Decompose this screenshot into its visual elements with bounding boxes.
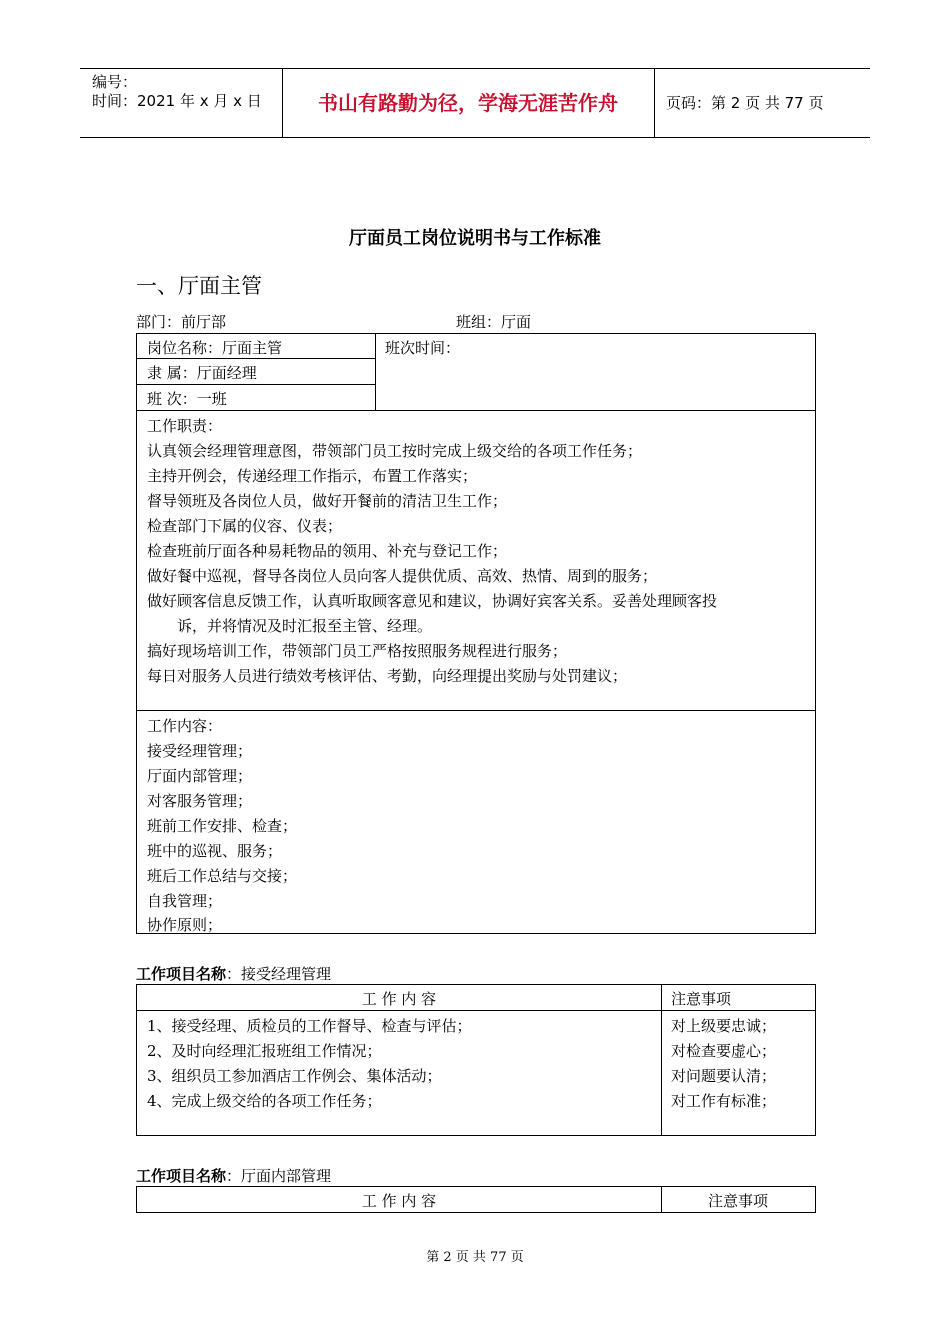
table-row: 2、及时向经理汇报班组工作情况；	[147, 1042, 382, 1060]
number-label: 编号：	[92, 73, 138, 91]
work-item-table	[136, 984, 816, 1136]
duty-item: 主持开例会，传递经理工作指示，布置工作落实；	[147, 467, 478, 485]
content-item: 对客服务管理；	[147, 792, 253, 810]
duties-label: 工作职责：	[147, 417, 223, 435]
duty-item: 做好顾客信息反馈工作，认真听取顾客意见和建议，协调好宾客关系。妥善处理顾客投	[147, 592, 718, 610]
note-cell: 对问题要认清；	[671, 1067, 777, 1085]
date-label: 时间：2021 年 x 月 x 日	[92, 92, 262, 110]
note-cell: 对检查要虚心；	[671, 1042, 777, 1060]
content-item: 接受经理管理；	[147, 742, 253, 760]
duty-item: 认真领会经理管理意图，带领部门员工按时完成上级交给的各项工作任务；	[147, 442, 643, 460]
duty-item: 检查班前厅面各种易耗物品的领用、补充与登记工作；	[147, 542, 508, 560]
shift-time: 班次时间：	[385, 339, 461, 357]
duty-item: 每日对服务人员进行绩效考核评估、考勤，向经理提出奖励与处罚建议；	[147, 667, 628, 685]
document-title: 厅面员工岗位说明书与工作标准	[349, 228, 601, 249]
work-item-title	[136, 963, 331, 984]
table-row: 1、接受经理、质检员的工作督导、检查与评估；	[147, 1017, 472, 1035]
col-header-content: 工 作 内 容	[361, 1192, 437, 1210]
col-header-notes: 注意事项	[707, 1192, 768, 1210]
content-item: 班中的巡视、服务；	[147, 842, 283, 860]
duty-item: 检查部门下属的仪容、仪表；	[147, 517, 343, 535]
table-row: 4、完成上级交给的各项工作任务；	[147, 1092, 382, 1110]
content-item: 协作原则；	[147, 916, 223, 934]
duty-item: 搞好现场培训工作，带领部门员工严格按照服务规程进行服务；	[147, 642, 568, 660]
col-header-content: 工 作 内 容	[361, 990, 437, 1008]
note-cell: 对上级要忠诚；	[671, 1017, 777, 1035]
position-table	[136, 333, 816, 934]
content-item: 自我管理；	[147, 892, 223, 910]
work-item-title	[136, 1165, 331, 1186]
duty-item: 诉，并将情况及时汇报至主管、经理。	[177, 617, 433, 635]
work-item-label: 工作项目名称	[136, 965, 227, 983]
header-page-info: 页码：第 2 页 共 77 页	[666, 94, 824, 112]
page-footer: 第 2 页 共 77 页	[426, 1250, 524, 1265]
content-item: 班前工作安排、检查；	[147, 817, 298, 835]
shift: 班 次：一班	[147, 390, 227, 408]
work-item-name: ：厅面内部管理	[226, 1167, 332, 1185]
work-item-label: 工作项目名称	[136, 1167, 227, 1185]
content-item: 厅面内部管理；	[147, 767, 253, 785]
department-label: 部门：前厅部	[136, 313, 227, 331]
work-item-table	[136, 1186, 816, 1213]
header-left	[80, 69, 283, 137]
page-header	[80, 68, 870, 138]
work-item-name: ：接受经理管理	[226, 965, 332, 983]
team-label: 班组：厅面	[456, 313, 532, 331]
note-cell: 对工作有标准；	[671, 1092, 777, 1110]
duty-item: 做好餐中巡视，督导各岗位人员向客人提供优质、高效、热情、周到的服务；	[147, 567, 658, 585]
table-row: 3、组织员工参加酒店工作例会、集体活动；	[147, 1067, 442, 1085]
position-name: 岗位名称：厅面主管	[147, 339, 283, 357]
duty-item: 督导领班及各岗位人员，做好开餐前的清洁卫生工作；	[147, 492, 508, 510]
contents-label: 工作内容：	[147, 717, 223, 735]
reports-to: 隶 属：厅面经理	[147, 364, 257, 382]
section-heading: 一、厅面主管	[136, 274, 262, 298]
content-item: 班后工作总结与交接；	[147, 867, 298, 885]
header-motto: 书山有路勤为径，学海无涯苦作舟	[282, 69, 655, 137]
col-header-notes: 注意事项	[671, 990, 732, 1008]
